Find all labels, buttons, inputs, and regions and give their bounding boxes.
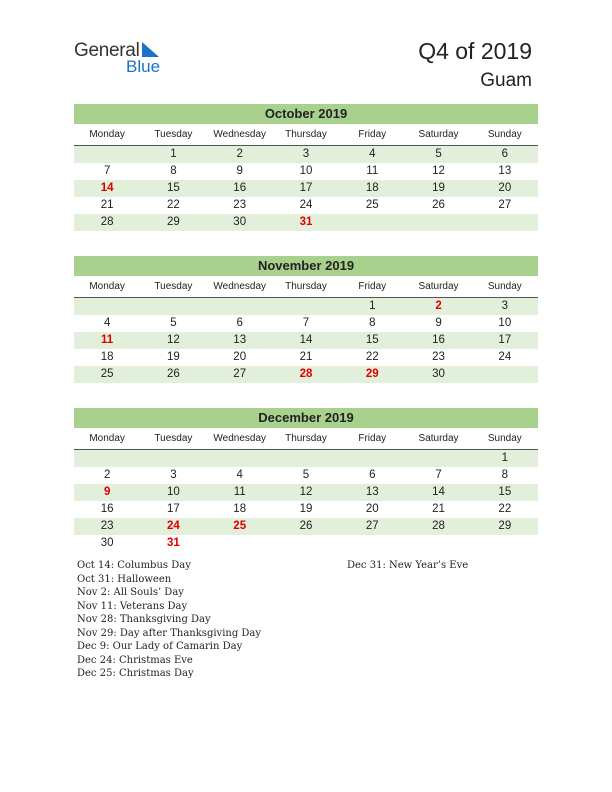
day-cell: 3	[501, 300, 509, 312]
weekday-label: Saturday	[418, 433, 459, 444]
day-cell: 4	[103, 317, 111, 329]
day-cell: 13	[498, 165, 512, 177]
weekday-label: Sunday	[487, 281, 522, 292]
week-row	[74, 501, 538, 518]
day-cell: 17	[498, 334, 512, 346]
day-cell	[405, 450, 471, 467]
day-cell: 21	[299, 351, 313, 363]
day-cell: 6	[369, 469, 376, 481]
day-cell: 25	[233, 520, 247, 532]
weekday-label: Friday	[358, 281, 387, 292]
weekday-label: Monday	[89, 433, 125, 444]
day-cell: 7	[103, 165, 111, 177]
weekday-header-row	[74, 279, 538, 298]
day-cell: 13	[365, 486, 379, 498]
weekday-label: Saturday	[418, 281, 459, 292]
weekday-label: Wednesday	[213, 433, 267, 444]
weekday-label: Friday	[358, 129, 387, 140]
day-cell: 8	[369, 317, 376, 329]
weekday-label: Tuesday	[154, 281, 193, 292]
brand-word-blue: Blue	[126, 57, 161, 76]
week-row	[74, 484, 538, 501]
page-subtitle: Guam	[480, 70, 532, 91]
day-cell: 17	[299, 182, 313, 194]
week-row	[74, 535, 538, 552]
day-cell	[207, 298, 273, 315]
day-cell: 25	[100, 368, 114, 380]
day-cell: 16	[233, 182, 247, 194]
day-cell	[405, 535, 471, 552]
day-cell	[472, 535, 538, 552]
day-cell: 18	[100, 351, 114, 363]
weekday-label: Thursday	[285, 129, 327, 140]
day-cell: 3	[302, 148, 310, 160]
week-row	[74, 163, 538, 180]
day-cell: 30	[432, 368, 445, 380]
day-cell: 7	[435, 469, 442, 481]
holiday-note: Dec 24: Christmas Eve	[77, 654, 193, 666]
day-cell	[339, 450, 405, 467]
day-cell: 28	[100, 216, 114, 228]
day-cell: 6	[501, 148, 509, 160]
day-cell	[207, 535, 273, 552]
weekday-label: Monday	[89, 129, 125, 140]
weekday-label: Sunday	[487, 129, 522, 140]
day-cell	[339, 535, 405, 552]
day-cell: 3	[170, 469, 177, 481]
day-cell: 23	[100, 520, 114, 532]
month-calendar	[74, 104, 538, 231]
weekday-label: Thursday	[285, 281, 327, 292]
month-title: November 2019	[74, 256, 538, 276]
week-row	[74, 518, 538, 535]
day-cell: 11	[101, 334, 114, 346]
day-cell	[207, 450, 273, 467]
week-row	[74, 197, 538, 214]
day-cell: 10	[498, 317, 512, 329]
week-row	[74, 450, 538, 467]
week-row	[74, 214, 538, 231]
day-cell: 10	[167, 486, 180, 498]
week-row	[74, 467, 538, 484]
day-cell: 31	[299, 216, 313, 228]
day-cell: 26	[167, 368, 180, 380]
weekday-label: Tuesday	[154, 129, 193, 140]
day-cell: 28	[299, 368, 313, 380]
day-cell: 1	[170, 148, 177, 160]
day-cell: 26	[432, 199, 445, 211]
day-cell	[405, 214, 471, 231]
day-cell	[472, 366, 538, 383]
week-row	[74, 146, 538, 163]
month-title: October 2019	[74, 104, 538, 124]
weekday-label: Tuesday	[154, 433, 193, 444]
weekday-label: Thursday	[285, 433, 327, 444]
holiday-notes-right	[347, 559, 468, 573]
month-calendar	[74, 408, 538, 552]
day-cell: 5	[302, 469, 310, 481]
day-cell	[472, 214, 538, 231]
day-cell: 7	[302, 317, 310, 329]
page-title: Q4 of 2019	[418, 38, 532, 64]
day-cell: 30	[100, 537, 114, 549]
day-cell	[273, 450, 339, 467]
day-cell: 14	[432, 486, 445, 498]
brand-triangle-icon	[140, 42, 160, 58]
holiday-note: Nov 2: All Souls’ Day	[77, 587, 184, 598]
day-cell: 23	[233, 199, 247, 211]
week-row	[74, 366, 538, 383]
day-cell: 12	[299, 486, 313, 498]
day-cell: 24	[167, 520, 180, 532]
day-cell: 31	[167, 537, 180, 549]
day-cell: 15	[498, 486, 512, 498]
day-cell	[273, 535, 339, 552]
week-row	[74, 349, 538, 366]
day-cell: 30	[233, 216, 247, 228]
brand-word-general: General	[74, 40, 140, 61]
day-cell	[140, 298, 206, 315]
month-calendar	[74, 256, 538, 383]
week-row	[74, 315, 538, 332]
day-cell: 12	[432, 165, 445, 177]
weekday-label: Saturday	[418, 129, 459, 140]
holiday-note: Dec 25: Christmas Day	[77, 668, 194, 679]
week-row	[74, 180, 538, 197]
day-cell: 16	[100, 503, 114, 515]
day-cell: 20	[498, 182, 512, 194]
day-cell: 18	[365, 182, 379, 194]
day-cell: 23	[432, 351, 445, 363]
day-cell: 8	[501, 469, 509, 481]
day-cell: 22	[498, 503, 512, 515]
weekday-label: Monday	[89, 281, 125, 292]
week-row	[74, 298, 538, 315]
day-cell: 24	[299, 199, 313, 211]
day-cell: 27	[233, 368, 247, 380]
day-cell: 9	[435, 317, 442, 329]
weekday-header-row	[74, 431, 538, 450]
day-cell: 17	[167, 503, 180, 515]
day-cell: 9	[236, 165, 243, 177]
weekday-label: Wednesday	[213, 281, 267, 292]
day-cell	[74, 450, 140, 467]
day-cell: 22	[167, 199, 180, 211]
day-cell: 19	[167, 351, 180, 363]
day-cell	[273, 298, 339, 315]
day-cell: 25	[365, 199, 379, 211]
day-cell: 24	[498, 351, 512, 363]
holiday-note: Nov 28: Thanksgiving Day	[77, 614, 211, 625]
day-cell: 26	[299, 520, 313, 532]
weekday-label: Sunday	[487, 433, 522, 444]
day-cell: 29	[167, 216, 180, 228]
day-cell	[339, 214, 405, 231]
day-cell: 21	[432, 503, 445, 515]
day-cell: 11	[233, 486, 246, 498]
day-cell: 4	[236, 469, 243, 481]
day-cell: 2	[103, 469, 111, 481]
day-cell: 14	[100, 182, 114, 194]
day-cell: 28	[432, 520, 445, 532]
holiday-note: Oct 31: Halloween	[77, 573, 172, 585]
day-cell: 27	[365, 520, 379, 532]
holiday-note: Dec 31: New Year’s Eve	[347, 560, 469, 571]
day-cell: 18	[233, 503, 247, 515]
day-cell: 1	[501, 452, 509, 464]
day-cell: 9	[103, 486, 111, 498]
week-row	[74, 332, 538, 349]
day-cell: 15	[365, 334, 379, 346]
day-cell: 19	[299, 503, 313, 515]
day-cell: 21	[100, 199, 114, 211]
month-title: December 2019	[74, 408, 538, 428]
brand-logo	[74, 40, 184, 80]
holiday-notes-left	[77, 559, 261, 681]
weekday-label: Friday	[358, 433, 387, 444]
holiday-note: Nov 11: Veterans Day	[77, 600, 188, 612]
day-cell: 13	[233, 334, 247, 346]
holiday-note: Nov 29: Day after Thanksgiving Day	[77, 627, 262, 639]
day-cell: 11	[366, 165, 379, 177]
day-cell: 6	[236, 317, 243, 329]
day-cell: 20	[365, 503, 379, 515]
day-cell: 27	[498, 199, 512, 211]
day-cell: 29	[365, 368, 379, 380]
holiday-note: Oct 14: Columbus Day	[77, 560, 191, 571]
day-cell: 8	[170, 165, 177, 177]
day-cell	[74, 298, 140, 315]
day-cell: 10	[299, 165, 313, 177]
day-cell: 2	[435, 300, 442, 312]
day-cell: 16	[432, 334, 445, 346]
day-cell: 4	[369, 148, 376, 160]
day-cell: 19	[432, 182, 445, 194]
day-cell: 15	[167, 182, 180, 194]
day-cell: 2	[236, 148, 243, 160]
day-cell: 12	[167, 334, 180, 346]
day-cell	[140, 450, 206, 467]
day-cell	[74, 146, 140, 163]
day-cell: 5	[170, 317, 177, 329]
day-cell: 14	[299, 334, 313, 346]
weekday-label: Wednesday	[213, 129, 267, 140]
day-cell: 22	[365, 351, 379, 363]
day-cell: 1	[369, 300, 376, 312]
holiday-note: Dec 9: Our Lady of Camarin Day	[77, 641, 243, 652]
day-cell: 20	[233, 351, 247, 363]
day-cell: 29	[498, 520, 512, 532]
day-cell: 5	[435, 148, 442, 160]
weekday-header-row	[74, 127, 538, 146]
